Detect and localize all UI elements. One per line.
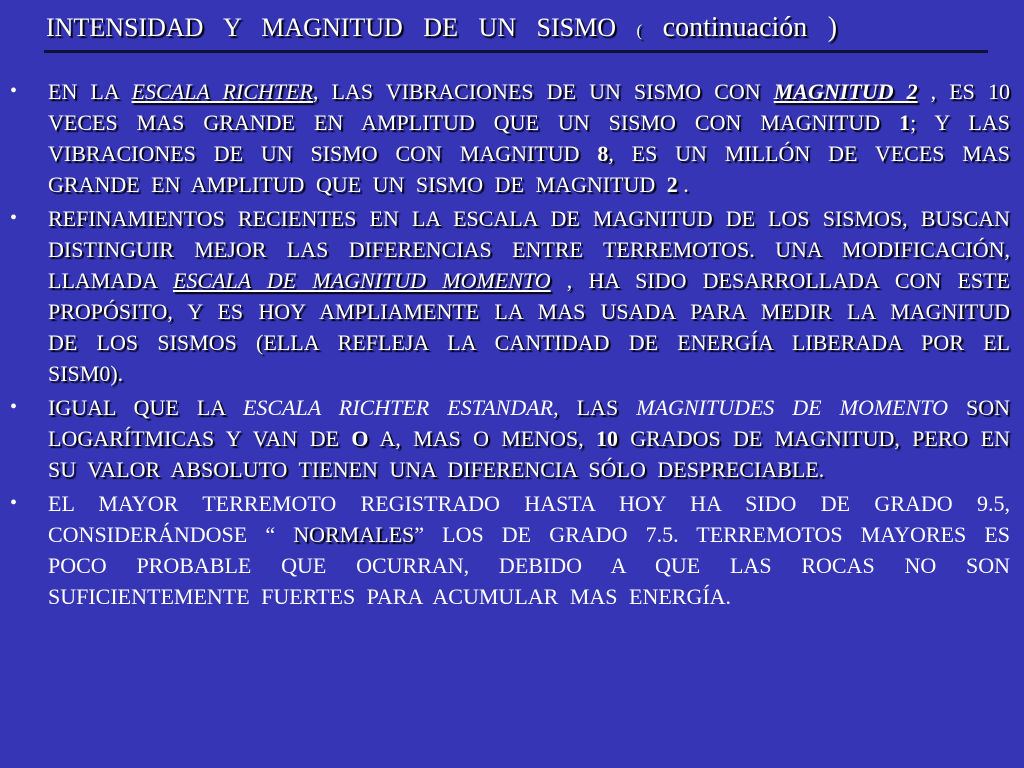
text-segment: , LAS VIBRACIONES DE UN SISMO CON <box>312 79 774 104</box>
text-segment: EL MAYOR TERREMOTO REGISTRADO HASTA HOY HA SIDO DE GRADO 9.5, CONSIDERÁNDOSE “ <box>48 491 1010 547</box>
bullet-item-mayor-terremoto <box>10 488 1010 612</box>
text-segment: ” LOS DE GRADO 7.5. TERREMOTOS MAYORES ES POCO PROBABLE QUE OCURRAN, DEBIDO A QUE LAS ROCAS NO SON SUFICIENTEMENTE FUERTES PARA ACUMULAR MAS ENERGÍA. <box>48 522 1011 609</box>
text-segment: A, MAS O MENOS, <box>368 426 597 451</box>
text-segment: , ES UN MILLÓN DE VECES MAS GRANDE EN AMPLITUD QUE UN SISMO DE MAGNITUD <box>48 141 1010 197</box>
text-segment-bold: O <box>351 426 369 451</box>
text-segment: ; Y LAS VIBRACIONES DE UN SISMO CON MAGNITUD <box>48 110 1010 166</box>
text-segment: IGUAL QUE LA <box>48 395 243 420</box>
text-segment-underlined: ESCALA DE MAGNITUD MOMENTO <box>172 268 551 293</box>
bullet-dot: • <box>10 207 18 229</box>
bullet-dot: • <box>10 396 18 418</box>
text-segment-bold: 10 <box>596 426 619 451</box>
text-segment-italic: MAGNITUDES DE MOMENTO <box>636 395 948 420</box>
title-paren-close: ) <box>827 12 838 43</box>
bullet-list <box>10 76 1010 615</box>
text-segment: GRADOS DE MAGNITUD, PERO EN SU VALOR ABSOLUTO TIENEN UNA DIFERENCIA SÓLO DESPRECIABLE. <box>48 426 1010 482</box>
text-segment: REFINAMIENTOS RECIENTES EN LA ESCALA DE MAGNITUD DE LOS SISMOS, BUSCAN DISTINGUIR MEJOR LAS DIFERENCIAS ENTRE TERREMOTOS. UNA MODIFICACIÓN, LLAMADA <box>48 206 1010 293</box>
title-paren-open: ( <box>636 21 643 40</box>
text-segment: . <box>677 172 689 197</box>
bullet-item-momento <box>10 392 1010 485</box>
slide-title <box>46 12 986 52</box>
text-segment: SON LOGARÍTMICAS Y VAN DE <box>48 395 1011 451</box>
text-segment: , LAS <box>553 395 637 420</box>
text-segment-bold: 1 <box>899 110 911 135</box>
title-main: INTENSIDAD Y MAGNITUD DE UN SISMO <box>46 13 616 42</box>
text-segment-underlined: ESCALA RICHTER <box>131 79 313 104</box>
text-segment: EN LA <box>48 79 132 104</box>
text-segment-underlined: MAGNITUD 2 <box>773 79 918 104</box>
text-segment-bold: 8 <box>597 141 609 166</box>
text-segment-shadow: NORMALES <box>293 522 415 547</box>
text-segment: , HA SIDO DESARROLLADA CON ESTE PROPÓSITO, Y ES HOY AMPLIAMENTE LA MAS USADA PARA MEDIR LA MAGNITUD DE LOS SISMOS (ELLA REFLEJA LA CANTIDAD DE ENERGÍA LIBERADA POR EL SISM0). <box>48 268 1010 386</box>
text-segment-italic: ESCALA RICHTER ESTANDAR <box>242 395 554 420</box>
text-segment-bold: 2 <box>666 172 678 197</box>
bullet-dot: • <box>10 80 18 102</box>
bullet-item-refinamientos <box>10 203 1010 389</box>
text-segment: , ES 10 VECES MAS GRANDE EN AMPLITUD QUE UN SISMO CON MAGNITUD <box>48 79 1010 135</box>
title-continuation: continuación <box>662 12 808 43</box>
title-underline <box>44 50 988 53</box>
bullet-dot: • <box>10 492 18 514</box>
bullet-item-richter <box>10 76 1010 200</box>
